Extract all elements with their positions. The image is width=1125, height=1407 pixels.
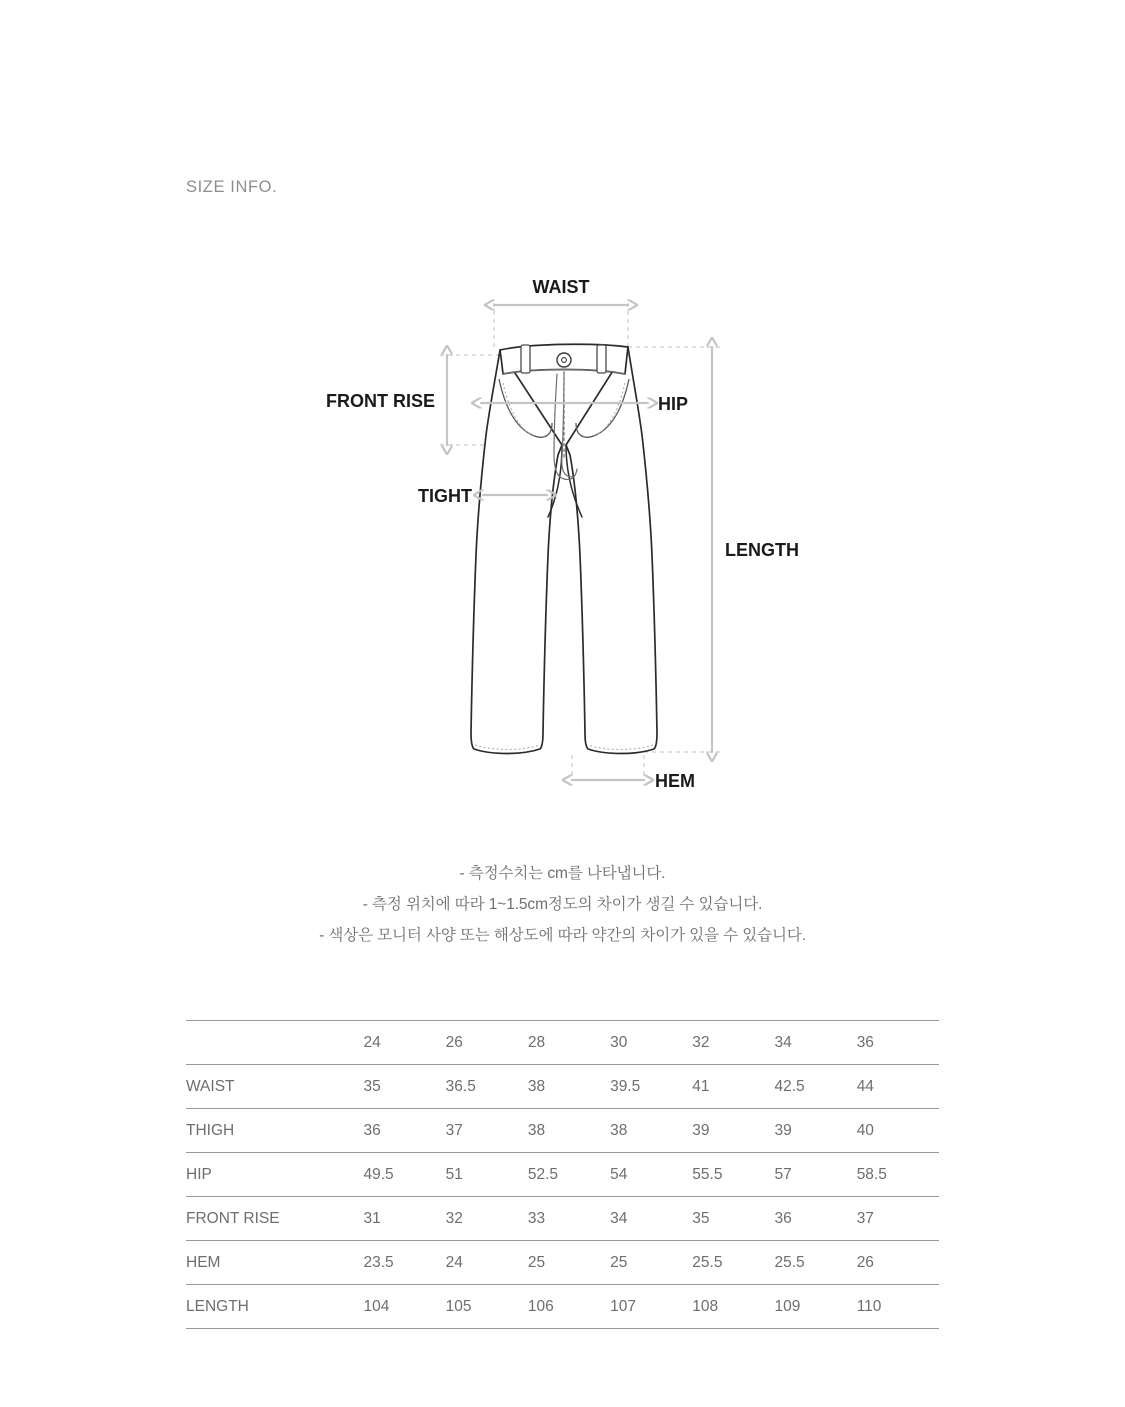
table-row [186, 1241, 939, 1285]
row-label: WAIST [186, 1065, 363, 1109]
header-size-32: 32 [692, 1021, 774, 1065]
row-cell: 44 [857, 1065, 939, 1109]
row-cell: 49.5 [363, 1153, 445, 1197]
size-table [186, 1020, 939, 1329]
row-cell: 109 [774, 1285, 856, 1329]
table-row [186, 1285, 939, 1329]
label-front-rise: FRONT RISE [325, 391, 435, 411]
label-hip: HIP [658, 394, 689, 414]
row-label: HEM [186, 1241, 363, 1285]
measurement-notes [0, 858, 1125, 951]
row-label: LENGTH [186, 1285, 363, 1329]
row-cell: 110 [857, 1285, 939, 1329]
header-size-28: 28 [528, 1021, 610, 1065]
size-table-container [186, 1020, 939, 1329]
header-size-30: 30 [610, 1021, 692, 1065]
note-line-2: - 측정 위치에 따라 1~1.5cm정도의 차이가 생길 수 있습니다. [362, 896, 763, 913]
row-cell: 36 [363, 1109, 445, 1153]
waist-button [557, 353, 571, 367]
row-cell: 41 [692, 1065, 774, 1109]
row-cell: 55.5 [692, 1153, 774, 1197]
row-cell: 36.5 [446, 1065, 528, 1109]
header-corner [186, 1021, 363, 1065]
row-cell: 54 [610, 1153, 692, 1197]
note-line-3: - 색상은 모니터 사양 또는 해상도에 따라 약간의 차이가 있을 수 있습니다. [319, 927, 806, 944]
row-cell: 25 [610, 1241, 692, 1285]
note-line-1: - 측정수치는 cm를 나타냅니다. [459, 865, 666, 882]
row-cell: 104 [363, 1285, 445, 1329]
row-cell: 107 [610, 1285, 692, 1329]
row-cell: 39 [774, 1109, 856, 1153]
label-waist: WAIST [532, 277, 590, 297]
header-size-34: 34 [774, 1021, 856, 1065]
row-cell: 35 [363, 1065, 445, 1109]
label-hem: HEM [655, 771, 695, 791]
row-cell: 108 [692, 1285, 774, 1329]
table-row [186, 1153, 939, 1197]
row-cell: 38 [528, 1065, 610, 1109]
row-cell: 105 [446, 1285, 528, 1329]
table-row [186, 1197, 939, 1241]
row-cell: 40 [857, 1109, 939, 1153]
label-thigh: TIGHT [418, 486, 472, 506]
row-cell: 38 [528, 1109, 610, 1153]
table-row [186, 1065, 939, 1109]
table-row [186, 1109, 939, 1153]
label-length: LENGTH [725, 540, 799, 560]
header-size-26: 26 [446, 1021, 528, 1065]
row-cell: 33 [528, 1197, 610, 1241]
row-label: THIGH [186, 1109, 363, 1153]
row-cell: 31 [363, 1197, 445, 1241]
size-diagram [300, 255, 860, 815]
row-cell: 39 [692, 1109, 774, 1153]
row-cell: 25.5 [774, 1241, 856, 1285]
page-title: SIZE INFO. [186, 178, 278, 196]
row-cell: 38 [610, 1109, 692, 1153]
row-cell: 52.5 [528, 1153, 610, 1197]
row-cell: 37 [857, 1197, 939, 1241]
row-cell: 32 [446, 1197, 528, 1241]
row-cell: 39.5 [610, 1065, 692, 1109]
row-cell: 57 [774, 1153, 856, 1197]
row-label: HIP [186, 1153, 363, 1197]
row-cell: 51 [446, 1153, 528, 1197]
row-cell: 42.5 [774, 1065, 856, 1109]
table-header-row [186, 1021, 939, 1065]
row-cell: 25.5 [692, 1241, 774, 1285]
row-cell: 36 [774, 1197, 856, 1241]
header-size-24: 24 [363, 1021, 445, 1065]
row-cell: 37 [446, 1109, 528, 1153]
row-cell: 34 [610, 1197, 692, 1241]
row-cell: 25 [528, 1241, 610, 1285]
row-label: FRONT RISE [186, 1197, 363, 1241]
header-size-36: 36 [857, 1021, 939, 1065]
row-cell: 106 [528, 1285, 610, 1329]
row-cell: 23.5 [363, 1241, 445, 1285]
row-cell: 58.5 [857, 1153, 939, 1197]
row-cell: 24 [446, 1241, 528, 1285]
row-cell: 26 [857, 1241, 939, 1285]
row-cell: 35 [692, 1197, 774, 1241]
